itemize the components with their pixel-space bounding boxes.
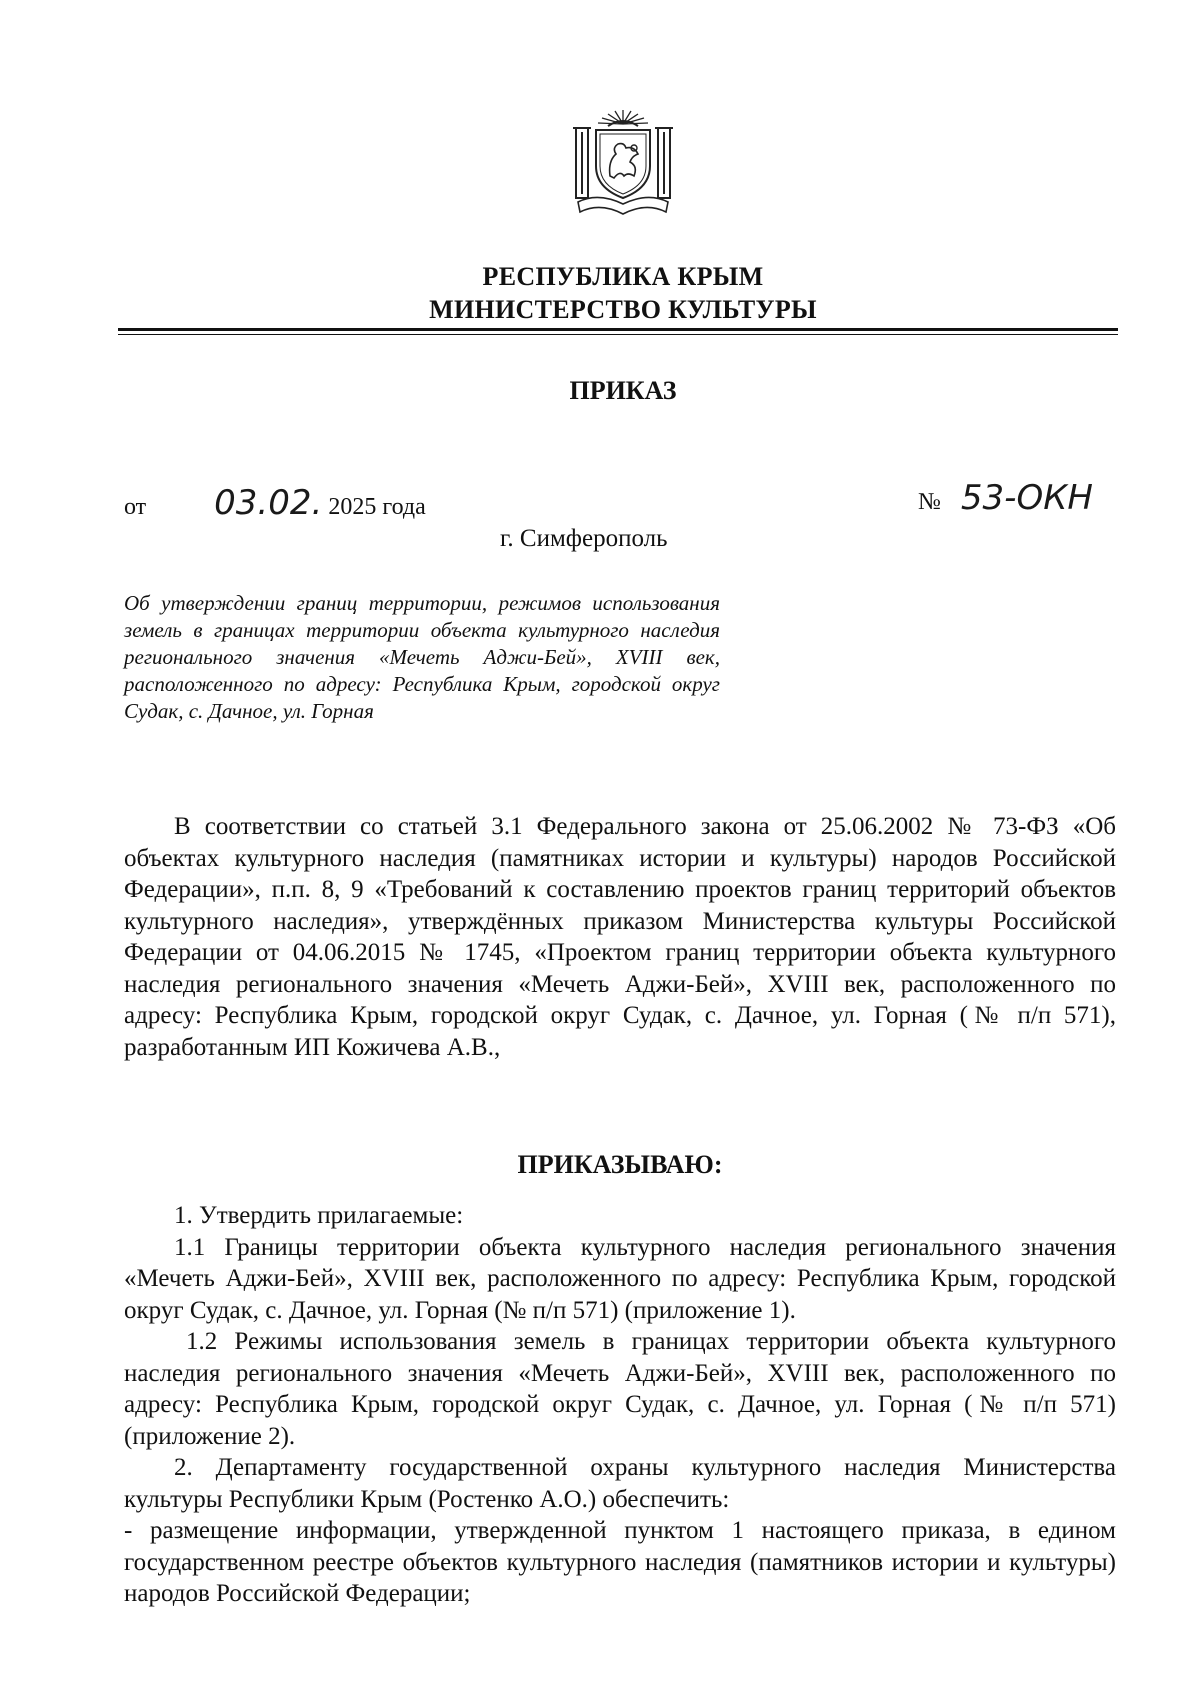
header-rule-thin xyxy=(118,334,1118,335)
city: г. Симферополь xyxy=(500,525,668,552)
date-line xyxy=(124,483,426,523)
order-items xyxy=(124,1200,1116,1610)
number-sign: № xyxy=(918,489,941,515)
date-year: 2025 года xyxy=(328,494,426,520)
item-2: 2. Департаменту государственной охраны культурного наследия Министерства культуры Республики Крым (Ростенко А.О.) обеспечить: xyxy=(124,1454,1116,1513)
crimea-coat-of-arms-icon xyxy=(568,106,678,218)
item-1-2: 1.2 Режимы использования земель в границах территории объекта культурного наследия регионального значения «Мечеть Аджи-Бей», XVIII век, расположенного по адресу: Республика Крым, городской округ Судак, с. Дачное, ул. Горная (№ п/п 571) (приложение 2). xyxy=(124,1328,1116,1450)
order-number xyxy=(918,478,1093,518)
order-heading: ПРИКАЗЫВАЮ: xyxy=(517,1150,723,1179)
org-ministry: МИНИСТЕРСТВО КУЛЬТУРЫ xyxy=(429,295,817,324)
header-rule xyxy=(118,328,1118,331)
item-1-1: 1.1 Границы территории объекта культурного наследия регионального значения «Мечеть Аджи-Бей», XVIII век, расположенного по адресу: Республика Крым, городской округ Судак, с. Дачное, ул. Горная (№ п/п 571) (приложение 1). xyxy=(124,1233,1116,1324)
number-handwritten: 53-ОКН xyxy=(960,478,1093,518)
preamble: В соответствии со статьей 3.1 Федерального закона от 25.06.2002 № 73-ФЗ «Об объектах культурного наследия (памятниках истории и культуры) народов Российской Федерации», п.п. 8, 9 «Требований к составлению проектов границ территорий объектов культурного наследия», утверждённых приказом Министерства культуры Российской Федерации от 04.06.2015 № 1745, «Проектом границ территории объекта культурного наследия регионального значения «Мечеть Аджи-Бей», XVIII век, расположенного по адресу: Республика Крым, городской округ Судак, с. Дачное, ул. Горная (№ п/п 571), разработанным ИП Кожичева А.В., xyxy=(124,813,1116,1061)
date-handwritten: 03.02. xyxy=(214,483,323,523)
date-prefix: от xyxy=(124,494,147,520)
org-republic: РЕСПУБЛИКА КРЫМ xyxy=(482,262,764,291)
order-subject: Об утверждении границ территории, режимов использования земель в границах территории объекта культурного наследия регионального значения «Мечеть Аджи-Бей», XVIII век, расположенного по адресу: Республика Крым, городской округ Судак, с. Дачное, ул. Горная xyxy=(124,591,720,723)
doc-title: ПРИКАЗ xyxy=(569,376,677,405)
item-2-dash: - размещение информации, утвержденной пунктом 1 настоящего приказа, в едином государственном реестре объектов культурного наследия (памятников истории и культуры) народов Российской Федерации; xyxy=(124,1517,1116,1607)
item-1: 1. Утвердить прилагаемые: xyxy=(174,1202,464,1229)
